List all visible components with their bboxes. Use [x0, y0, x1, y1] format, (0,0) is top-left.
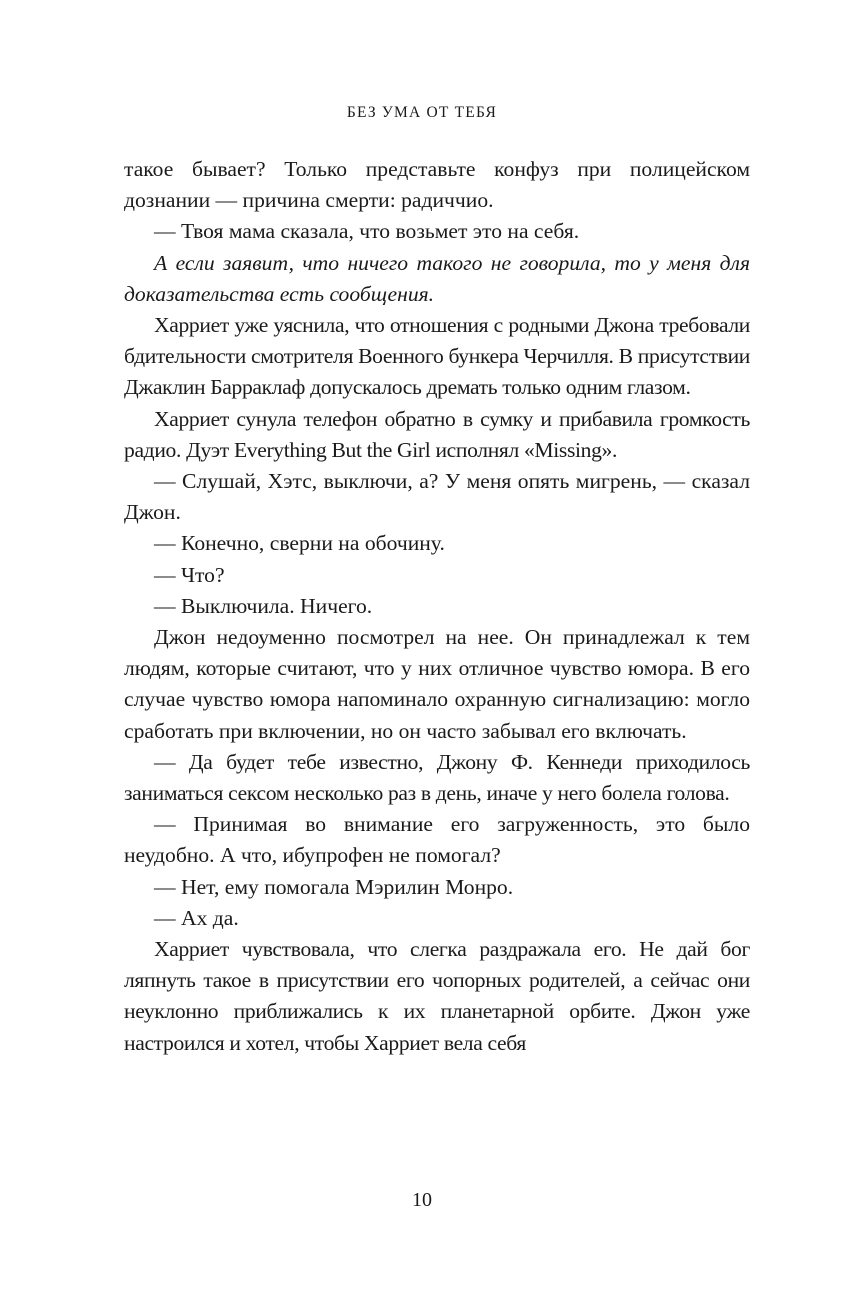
paragraph: Харриет чувствовала, что слегка раздражала его. Не дай бог ляпнуть такое в присутствии его чопорных родителей, а сейчас они неуклонно приближались к их планетарной орбите. Джон уже настроился и хотел, чтобы Харриет вела себя: [124, 937, 750, 1055]
dialogue-line: — Конечно, сверни на обочину.: [154, 531, 445, 556]
dialogue-line: — Твоя мама сказала, что возьмет это на себя.: [154, 219, 580, 244]
dialogue-line: — Слушай, Хэтс, выключи, а? У меня опять мигрень, — сказал Джон.: [124, 469, 750, 525]
paragraph: Харриет уже уяснила, что отношения с родными Джона требовали бдительности смотрителя Военного бункера Черчилля. В присутствии Джаклин Барраклаф допускалось дремать только одним глазом.: [124, 313, 750, 400]
paragraph: такое бывает? Только представьте конфуз при полицейском дознании — причина смерти: радиччио.: [124, 157, 750, 213]
dialogue-line: — Ах да.: [154, 905, 239, 930]
paragraph: Джон недоуменно посмотрел на нее. Он принадлежал к тем людям, которые считают, что у них отличное чувство юмора. В его случае чувство юмора напоминало охранную сигнализацию: могло сработать при включении, но он часто забывал его включать.: [124, 625, 750, 743]
dialogue-line: — Принимая во внимание его загруженность, это было неудобно. А что, ибупрофен не помогал?: [124, 812, 750, 868]
text-block: [124, 154, 750, 1059]
paragraph: Харриет сунула телефон обратно в сумку и прибавила громкость радио. Дуэт Everything But the Girl исполнял «Missing».: [124, 406, 750, 462]
dialogue-line: — Нет, ему помогала Мэрилин Монро.: [154, 874, 514, 899]
dialogue-line: — Выключила. Ничего.: [154, 593, 373, 618]
italic-paragraph: А если заявит, что ничего такого не говорила, то у меня для доказательства есть сообщения.: [124, 250, 750, 306]
page-number: 10: [412, 1189, 432, 1211]
dialogue-line: — Да будет тебе известно, Джону Ф. Кеннеди приходилось заниматься сексом несколько раз в день, иначе у него болела голова.: [124, 749, 750, 806]
running-head: БЕЗ УМА ОТ ТЕБЯ: [346, 104, 498, 121]
dialogue-line: — Что?: [154, 562, 225, 587]
